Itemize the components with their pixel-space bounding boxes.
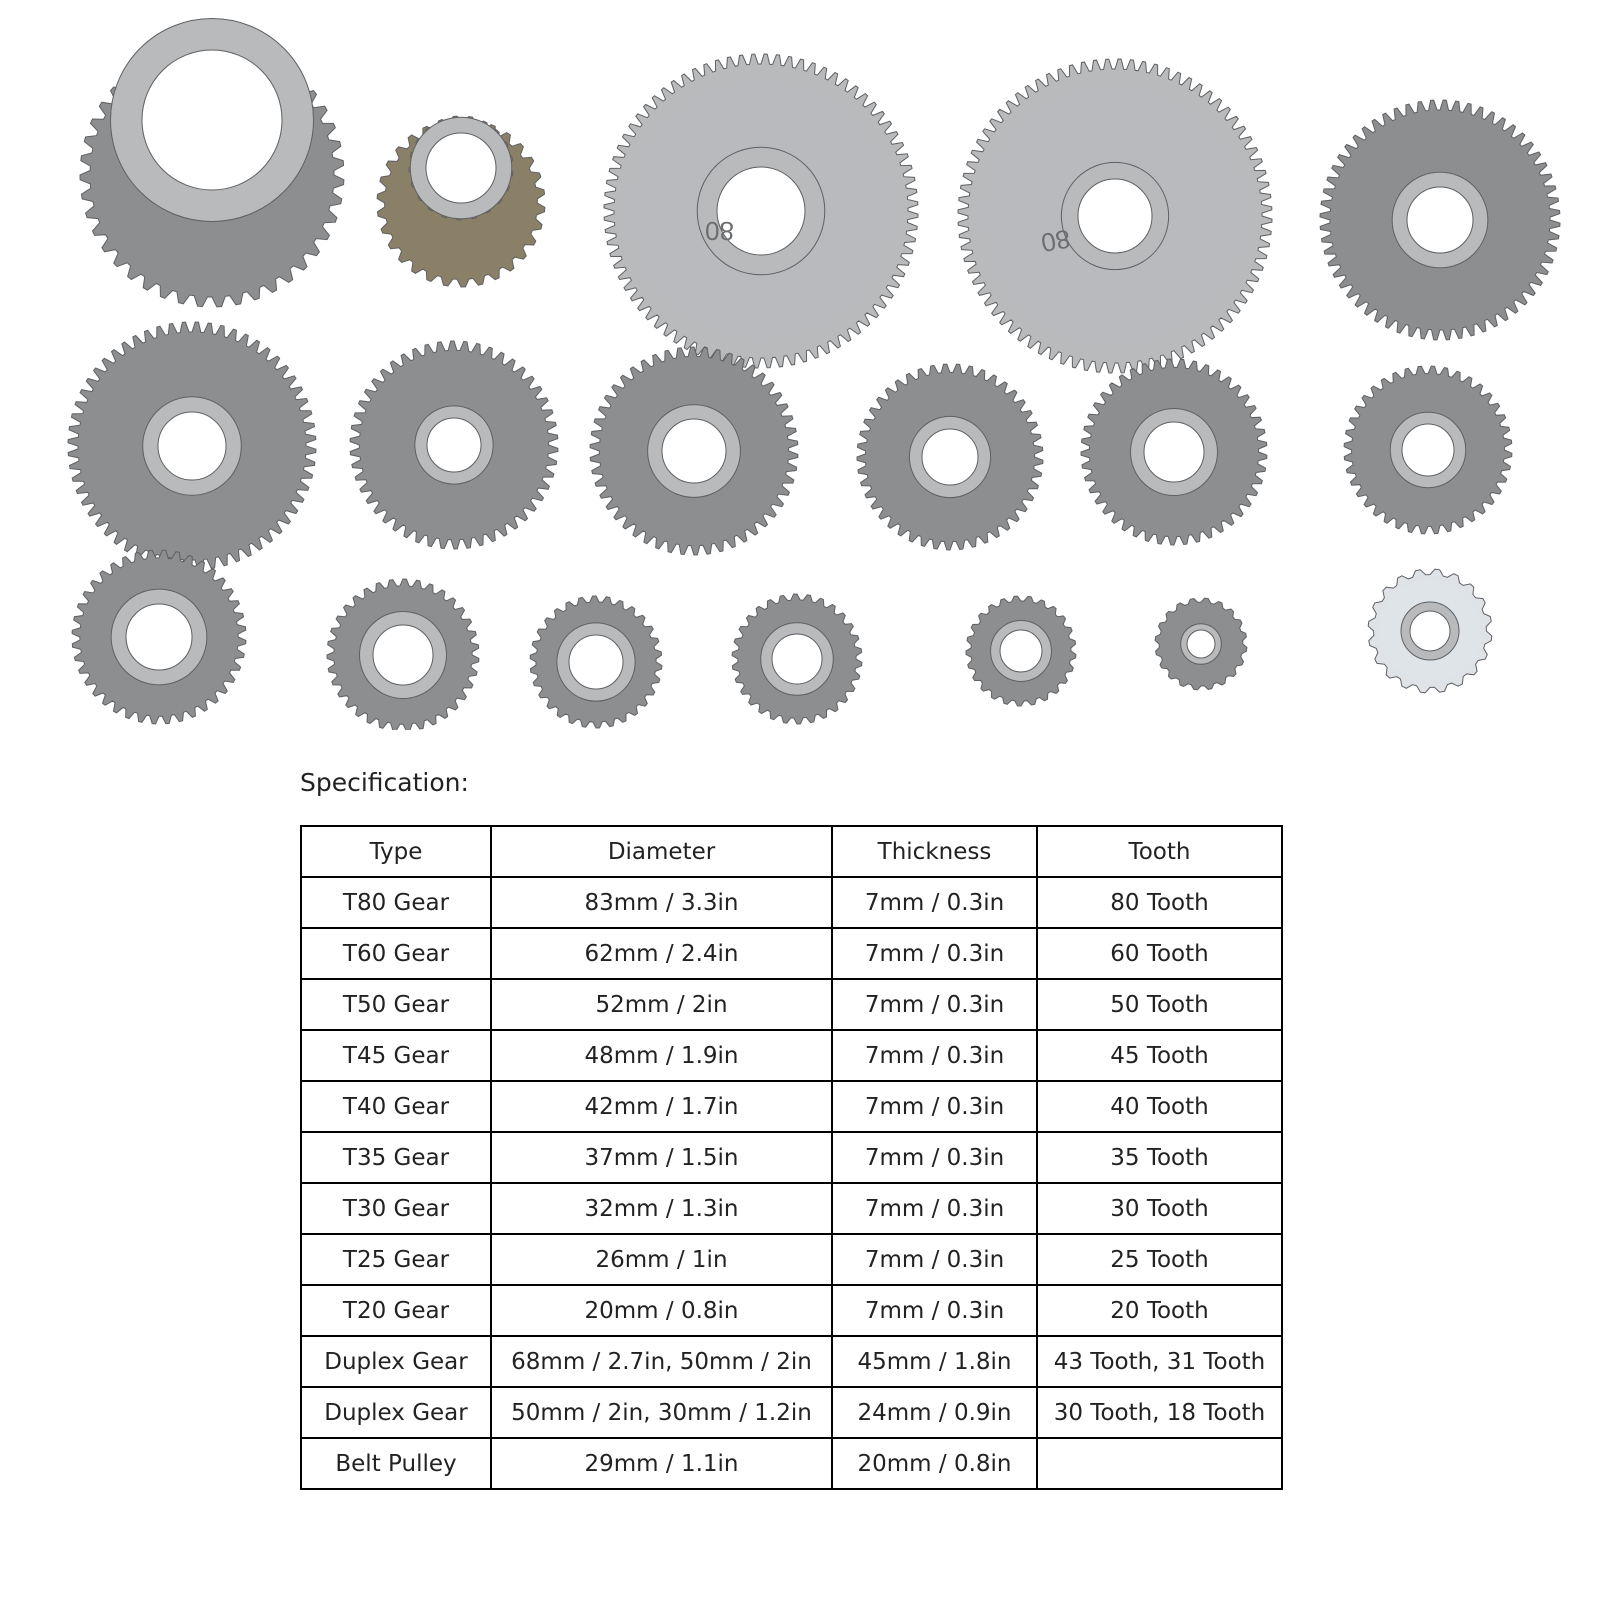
table-row [301,928,1282,979]
cell-type: T45 Gear [301,1030,491,1081]
cell-thickness: 45mm / 1.8in [832,1336,1037,1387]
table-row [301,979,1282,1030]
cell-tooth: 30 Tooth [1037,1183,1282,1234]
table-row [301,1285,1282,1336]
gear-set-photo [0,0,1601,730]
table-header-row [301,826,1282,877]
header-thickness: Thickness [832,826,1037,877]
cell-type: T60 Gear [301,928,491,979]
table-row [301,1183,1282,1234]
table-row [301,1132,1282,1183]
cell-type: Duplex Gear [301,1336,491,1387]
t45-gear-photo-bore [922,429,978,485]
cell-tooth: 50 Tooth [1037,979,1282,1030]
t60-gear-photo-2 [68,322,316,570]
cell-thickness: 20mm / 0.8in [832,1438,1037,1489]
cell-type: T25 Gear [301,1234,491,1285]
cell-diameter: 83mm / 3.3in [491,877,832,928]
t50-gear-photo-2 [590,347,798,555]
cell-diameter: 26mm / 1in [491,1234,832,1285]
cell-type: Belt Pulley [301,1438,491,1489]
cell-type: Duplex Gear [301,1387,491,1438]
cell-thickness: 7mm / 0.3in [832,1132,1037,1183]
cell-tooth: 80 Tooth [1037,877,1282,928]
t50-gear-photo [350,341,558,549]
cell-tooth: 43 Tooth, 31 Tooth [1037,1336,1282,1387]
cell-tooth: 25 Tooth [1037,1234,1282,1285]
t20-gear-photo-bore [1187,630,1215,658]
t25-gear-photo-bore [1000,630,1042,672]
cell-tooth: 35 Tooth [1037,1132,1282,1183]
table-row [301,1081,1282,1132]
cell-diameter: 50mm / 2in, 30mm / 1.2in [491,1387,832,1438]
t60-gear-photo [1320,100,1560,340]
cell-tooth: 40 Tooth [1037,1081,1282,1132]
t40-gear-photo [1344,366,1512,534]
cell-diameter: 52mm / 2in [491,979,832,1030]
t30-gear-photo [530,596,662,728]
t20-gear-photo [1155,598,1247,690]
cell-thickness: 7mm / 0.3in [832,1081,1037,1132]
cell-thickness: 7mm / 0.3in [832,1285,1037,1336]
cell-thickness: 7mm / 0.3in [832,979,1037,1030]
table-row [301,877,1282,928]
t45-gear-photo [857,364,1043,550]
t50-gear-photo-bore [427,418,481,472]
t30-gear-photo-bore [569,635,623,689]
cell-type: T50 Gear [301,979,491,1030]
belt-pulley-photo [1368,569,1492,693]
t25-gear-photo [966,596,1076,706]
cell-diameter: 68mm / 2.7in, 50mm / 2in [491,1336,832,1387]
cell-thickness: 24mm / 0.9in [832,1387,1037,1438]
t80-gear-photo-1 [604,54,918,368]
gear-marking-2: 80 [1038,223,1073,259]
t60-gear-photo-bore [1407,187,1473,253]
cell-diameter: 32mm / 1.3in [491,1183,832,1234]
cell-thickness: 7mm / 0.3in [832,1030,1037,1081]
duplex-gear-large-photo-bore [142,50,282,190]
gear-marking-1: 80 [705,216,734,246]
t35-gear-photo-bore [373,625,433,685]
t45-gear-photo-2-bore [1144,422,1204,482]
t30-gear-photo-2-bore [772,634,822,684]
header-type: Type [301,826,491,877]
belt-pulley-photo-bore [1410,611,1450,651]
duplex-gear-small-photo [377,116,545,287]
cell-type: T40 Gear [301,1081,491,1132]
cell-type: T20 Gear [301,1285,491,1336]
cell-tooth: 60 Tooth [1037,928,1282,979]
cell-type: T80 Gear [301,877,491,928]
cell-diameter: 29mm / 1.1in [491,1438,832,1489]
duplex-gear-small-photo-bore [426,133,496,203]
cell-type: T35 Gear [301,1132,491,1183]
cell-tooth: 30 Tooth, 18 Tooth [1037,1387,1282,1438]
cell-thickness: 7mm / 0.3in [832,1183,1037,1234]
cell-thickness: 7mm / 0.3in [832,928,1037,979]
table-row [301,1030,1282,1081]
specification-table [300,825,1283,1490]
duplex-gear-large-photo [80,19,344,307]
cell-tooth: 20 Tooth [1037,1285,1282,1336]
t80-gear-photo-2-bore [1078,179,1152,253]
cell-type: T30 Gear [301,1183,491,1234]
t40-gear-photo-bore [1402,424,1454,476]
cell-diameter: 37mm / 1.5in [491,1132,832,1183]
cell-diameter: 42mm / 1.7in [491,1081,832,1132]
specification-label: Specification: [300,768,469,797]
t40-gear-photo-2-bore [126,604,192,670]
cell-diameter: 48mm / 1.9in [491,1030,832,1081]
t60-gear-photo-2-bore [158,412,226,480]
t40-gear-photo-2 [72,550,246,724]
cell-tooth: 45 Tooth [1037,1030,1282,1081]
cell-thickness: 7mm / 0.3in [832,1234,1037,1285]
table-row [301,1234,1282,1285]
table-row [301,1336,1282,1387]
header-diameter: Diameter [491,826,832,877]
table-row [301,1387,1282,1438]
cell-diameter: 20mm / 0.8in [491,1285,832,1336]
t80-gear-photo-2 [958,59,1272,373]
cell-tooth [1037,1438,1282,1489]
t35-gear-photo [327,579,479,730]
t30-gear-photo-2 [732,594,862,724]
header-tooth: Tooth [1037,826,1282,877]
table-row [301,1438,1282,1489]
cell-thickness: 7mm / 0.3in [832,877,1037,928]
t50-gear-photo-2-bore [662,419,726,483]
cell-diameter: 62mm / 2.4in [491,928,832,979]
t45-gear-photo-2 [1081,359,1267,545]
